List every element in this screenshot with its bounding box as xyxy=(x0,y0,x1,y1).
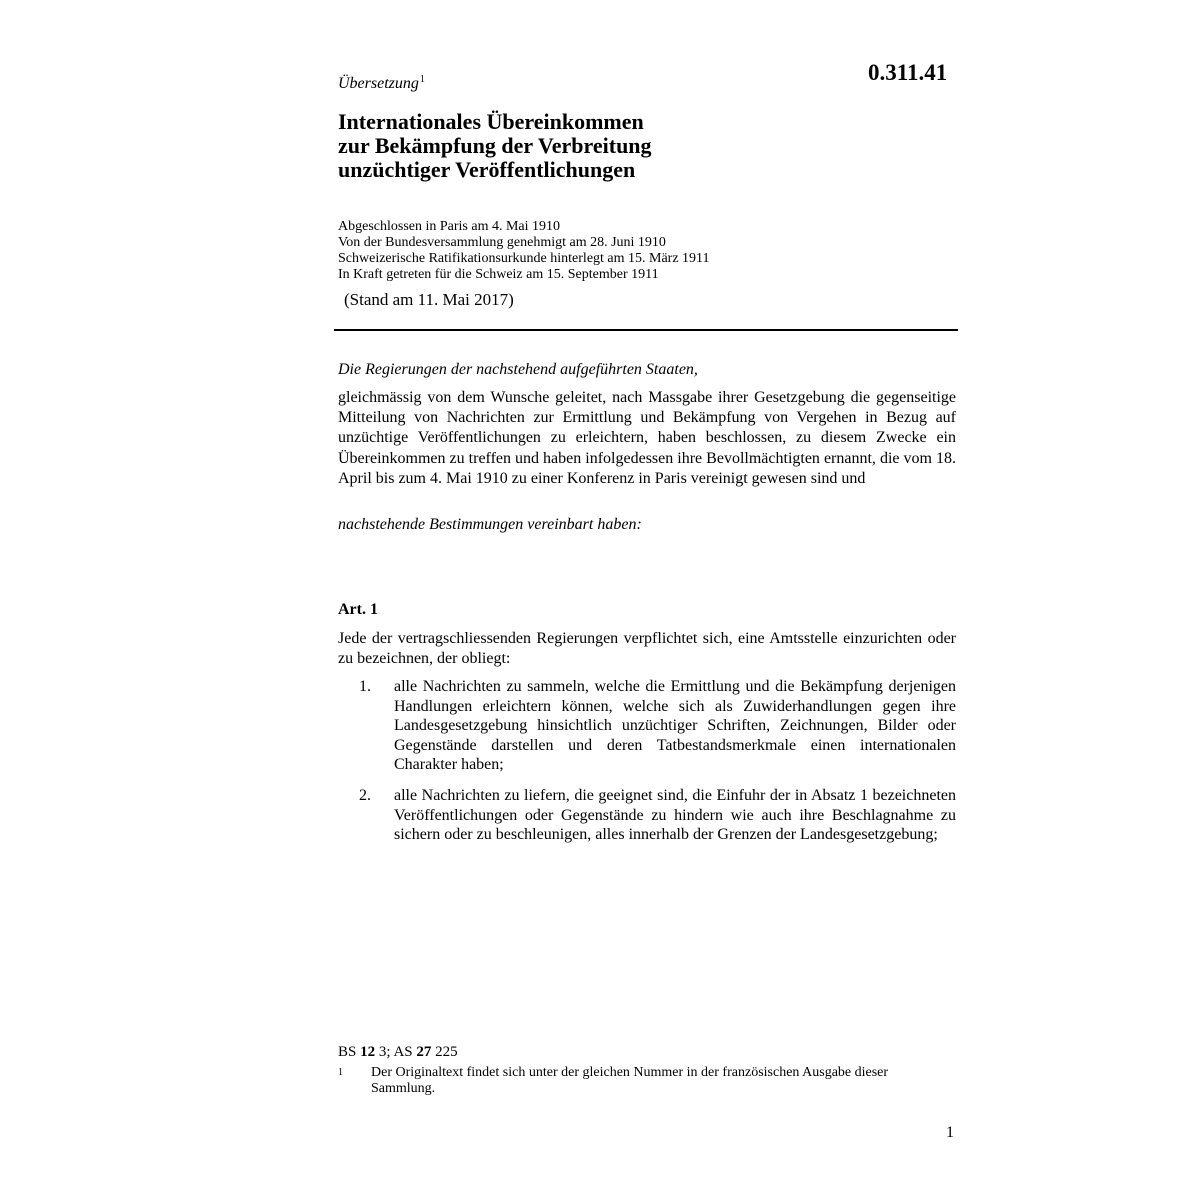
translation-label xyxy=(338,74,425,93)
ref-bs-volume: 12 xyxy=(360,1044,376,1060)
article-1-intro: Jede der vertragschliessenden Regierungen verpflichtet sich, eine Amtsstelle einzurichten oder zu bezeichnen, der obliegt: xyxy=(338,630,956,667)
document-title xyxy=(338,110,652,182)
preamble-body: gleichmässig von dem Wunsche geleitet, nach Massgabe ihrer Gesetzgebung die gegenseitige Mitteilung von Nachrichten zur Ermittlung und Bekämpfung von Vergehen in Bezug auf unzüchtige Veröffentlichungen zu erleichtern, haben beschlossen, zu diesem Zwecke ein Übereinkommen zu treffen und haben infolgedessen ihre Bevollmächtigten ernannt, die vom 18. April bis zum 4. Mai 1910 zu einer Konferenz in Paris vereinigt gewesen sind und xyxy=(338,389,956,487)
footnote-text: Der Originaltext findet sich unter der gleichen Nummer in der französischen Ausgabe dieser Sammlung. xyxy=(371,1065,889,1096)
meta-line-ratified: Schweizerische Ratifikationsurkunde hinterlegt am 15. März 1911 xyxy=(338,251,710,266)
ref-bs-prefix: BS xyxy=(338,1044,357,1060)
preamble-intro: Die Regierungen der nachstehend aufgeführten Staaten, xyxy=(338,361,698,378)
item-number: 1. xyxy=(359,678,371,695)
item-text: alle Nachrichten zu liefern, die geeignet sind, die Einfuhr der in Absatz 1 bezeichneten Veröffentlichungen oder Gegenstände zu hindern wie auch ihre Beschlagnahme zu sichern oder zu beschleunigen, alles innerhalb der Grenzen der Landesgesetzgebung; xyxy=(394,787,956,843)
article-1-heading: Art. 1 xyxy=(338,601,378,618)
page-number: 1 xyxy=(946,1124,954,1141)
item-number: 2. xyxy=(359,787,371,804)
status-date: (Stand am 11. Mai 2017) xyxy=(344,290,514,309)
translation-footnote-ref: 1 xyxy=(419,74,425,85)
title-line: unzüchtiger Veröffentlichungen xyxy=(338,157,636,182)
header-divider xyxy=(334,329,958,331)
sr-number: 0.311.41 xyxy=(868,60,948,85)
meta-line-concluded: Abgeschlossen in Paris am 4. Mai 1910 xyxy=(338,219,561,234)
translation-label-text: Übersetzung xyxy=(338,75,419,92)
ref-bs-page: 3; AS xyxy=(378,1044,413,1060)
source-reference xyxy=(338,1044,458,1061)
ref-as-volume: 27 xyxy=(416,1044,432,1060)
meta-line-in-force: In Kraft getreten für die Schweiz am 15. September 1911 xyxy=(338,267,659,282)
ref-as-page: 225 xyxy=(435,1044,458,1060)
meta-line-approved: Von der Bundesversammlung genehmigt am 28. Juni 1910 xyxy=(338,235,666,250)
item-text: alle Nachrichten zu sammeln, welche die Ermittlung und die Bekämpfung derjenigen Handlungen erleichtern können, welche sich als Zuwiderhandlungen gegen ihre Landesgesetzgebung hinsichtlich unzüchtiger Schriften, Zeichnungen, Bilder oder Gegenstände darstellen und deren Tatbestandsmerkmale einen internationalen Charakter haben; xyxy=(394,678,956,773)
enactment-metadata xyxy=(338,219,710,283)
preamble-closing: nachstehende Bestimmungen vereinbart haben: xyxy=(338,516,642,533)
title-line: zur Bekämpfung der Verbreitung xyxy=(338,133,652,158)
title-line: Internationales Übereinkommen xyxy=(338,109,644,134)
footnote-mark: 1 xyxy=(338,1067,343,1078)
